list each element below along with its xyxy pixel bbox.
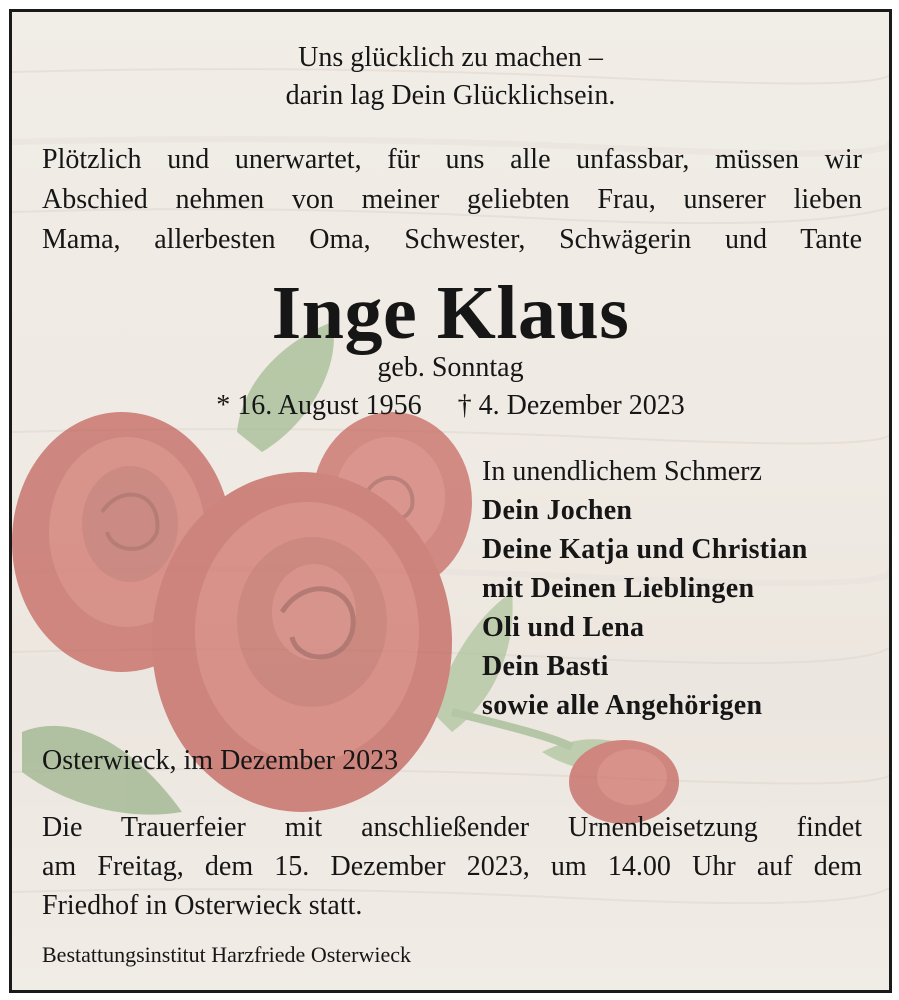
mourner-name: Dein Jochen [482,495,633,526]
mourner-name: Deine Katja und Christian [482,534,808,565]
mourner-name: mit Deinen Lieblingen [482,573,755,604]
motto-line-1: Uns glücklich zu machen – [298,42,603,73]
notice-line-3: Friedhof in Osterwieck statt. [42,890,363,921]
intro-line-1: Plötzlich und unerwartet, für uns alle unfassbar, müssen wir [42,144,862,175]
death-date: † 4. Dezember 2023 [457,390,685,421]
mourner-name: Dein Basti [482,651,609,682]
place-date: Osterwieck, im Dezember 2023 [42,745,399,776]
life-dates [12,390,889,422]
mourner-name: Oli und Lena [482,612,645,643]
notice-line-1: Die Trauerfeier mit anschließender Urnenbeisetzung findet [42,812,862,843]
funeral-home: Bestattungsinstitut Harzfriede Osterwieck [42,942,412,967]
obituary-frame [9,9,892,993]
birth-date: * 16. August 1956 [216,390,422,421]
birth-name: geb. Sonntag [377,352,524,383]
notice-line-2: am Freitag, dem 15. Dezember 2023, um 14.00 Uhr auf dem [42,851,862,882]
mourners-heading: In unendlichem Schmerz [482,456,762,487]
deceased-name: Inge Klaus [271,271,630,355]
mourner-name: sowie alle Angehörigen [482,690,763,721]
intro-line-2: Abschied nehmen von meiner geliebten Frau, unserer lieben [42,184,862,215]
intro-line-3: Mama, allerbesten Oma, Schwester, Schwägerin und Tante [42,224,862,255]
motto-line-2: darin lag Dein Glücklichsein. [285,80,616,111]
